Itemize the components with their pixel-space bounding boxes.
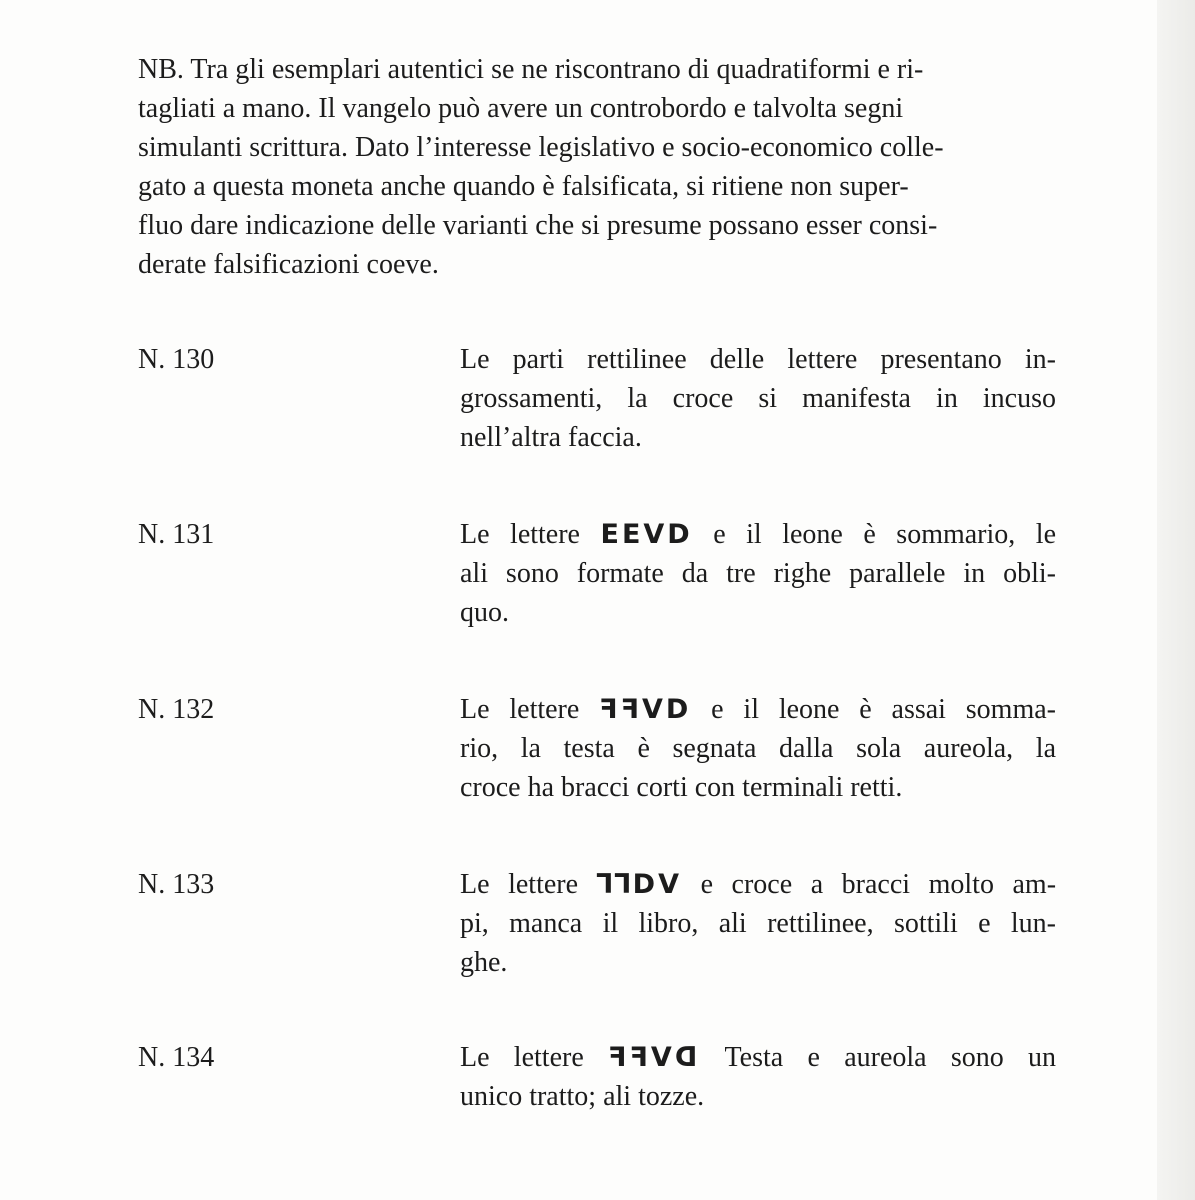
description-line	[460, 865, 1056, 904]
entry-number: N. 130	[138, 344, 215, 375]
line-text: e il leone è assai somma-	[711, 694, 1056, 725]
description-line: ali sono formate da tre righe parallele in obli-	[460, 558, 1056, 589]
line-text: Testa e aureola sono un	[724, 1042, 1057, 1073]
line-text: Le lettere	[460, 1042, 584, 1073]
entry-number: N. 132	[138, 694, 215, 725]
document-page	[138, 50, 1057, 1112]
legend-letters: ꓶꓶDV	[596, 869, 682, 900]
entry-description	[460, 1038, 1056, 1116]
line-text: e croce a bracci molto am-	[700, 869, 1057, 900]
line-text: e il leone è sommario, le	[713, 519, 1056, 550]
description-line: croce ha bracci corti con terminali retti.	[460, 772, 903, 803]
entry-description	[460, 340, 1056, 457]
line-text: Le lettere	[460, 869, 579, 900]
entry-description	[460, 865, 1056, 982]
legend-letters: ꟻꟻVD	[599, 694, 692, 725]
legend-letters: EEVD	[600, 519, 693, 550]
description-line	[460, 1038, 1056, 1077]
description-line: grossamenti, la croce si manifesta in incuso	[460, 383, 1056, 414]
entry-number: N. 134	[138, 1042, 215, 1073]
legend-letters: ꟻꟻVꓷ	[608, 1042, 701, 1073]
line-text: Le lettere	[460, 694, 580, 725]
description-line: pi, manca il libro, ali rettilinee, sottili e lun-	[460, 908, 1056, 939]
description-line: unico tratto; ali tozze.	[460, 1081, 705, 1112]
entry-number: N. 131	[138, 519, 215, 550]
entry-description	[460, 690, 1056, 807]
description-line	[460, 515, 1056, 554]
line-text: Le lettere	[460, 519, 580, 550]
nb-paragraph: NB. Tra gli esemplari autentici se ne riscontrano di quadratiformi e ri- tagliati a mano. Il vangelo può avere un controbordo e talvolta segni simulanti scrittura. Dato l’interesse legislativo e socio-economico colle- gato a questa moneta anche quando è falsificata, si ritiene non super- fluo dare indicazione delle varianti che si presume possano esser consi- derate falsificazioni coeve.	[138, 54, 944, 280]
entry-number: N. 133	[138, 869, 215, 900]
entry-description	[460, 515, 1056, 632]
description-line: Le parti rettilinee delle lettere presentano in-	[460, 344, 1056, 375]
description-line: ghe.	[460, 947, 508, 978]
page-edge-shadow	[1157, 0, 1195, 1200]
description-line: nell’altra faccia.	[460, 422, 642, 453]
description-line: quo.	[460, 597, 509, 628]
description-line	[460, 690, 1056, 729]
description-line: rio, la testa è segnata dalla sola aureola, la	[460, 733, 1056, 764]
